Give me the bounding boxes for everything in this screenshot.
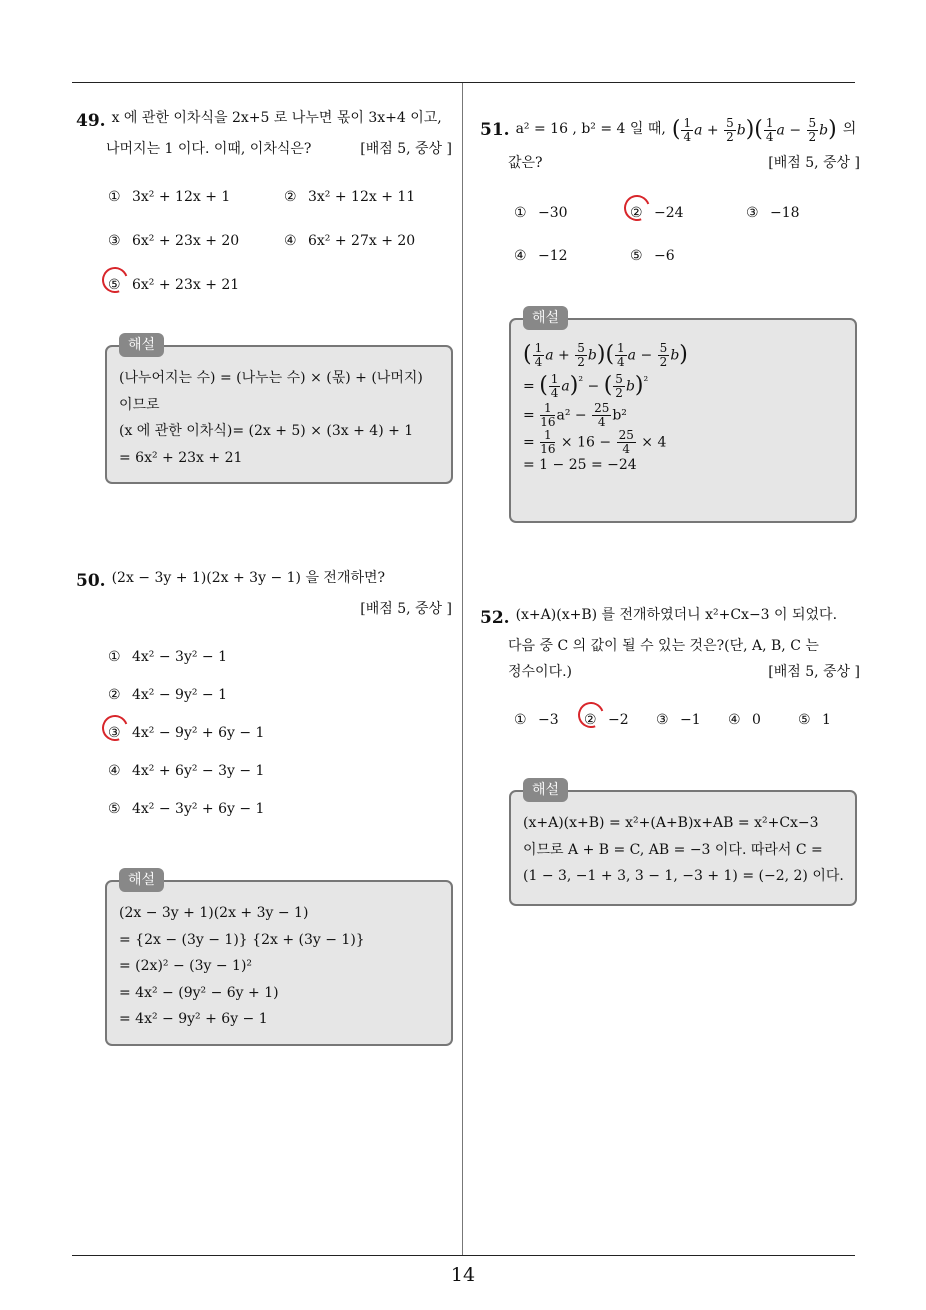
solution-line: (x 에 관한 이차식)= (2x + 5) × (3x + 4) + 1: [119, 423, 414, 440]
question-text: a² = 16 , b² = 4 일 때,: [515, 121, 666, 138]
choice-text: 1: [822, 712, 831, 729]
choice-marker: ③: [108, 233, 121, 250]
question-meta: [배점 5, 중상 ]: [768, 154, 860, 171]
solution-box-52: [509, 782, 857, 906]
answer-circle-mark: ②: [584, 708, 608, 734]
choice-marker: ④: [514, 248, 527, 265]
choice-text: 3x² + 12x + 1: [132, 189, 231, 206]
choice-text: −6: [654, 248, 675, 265]
question-52: [480, 603, 860, 748]
solution-line: = $\frac{1}{16}$ a² − $\frac{25}{4}$ b²: [523, 400, 627, 429]
question-51: [480, 110, 860, 284]
question-text: 다음 중 C 의 값이 될 수 있는 것은?(단, A, B, C 는: [508, 638, 819, 655]
choice-text: 3x² + 12x + 11: [308, 189, 416, 206]
solution-box-50: [105, 872, 453, 1046]
choice-1[interactable]: [514, 201, 630, 227]
choice-2[interactable]: [630, 201, 746, 227]
question-text: 값은?: [508, 154, 543, 171]
choice-5[interactable]: [108, 273, 239, 299]
solution-line: = 4x² − (9y² − 6y + 1): [119, 984, 279, 1001]
choice-text: 0: [752, 712, 761, 729]
choice-text: −12: [538, 248, 568, 265]
answer-circle-mark: ⑤: [108, 273, 132, 299]
solution-box-49: [105, 337, 453, 484]
choice-text: −3: [538, 712, 559, 729]
choice-marker: ①: [108, 189, 121, 206]
choice-marker: ①: [108, 649, 121, 666]
choice-marker: ④: [728, 712, 741, 729]
solution-tab: 해설: [523, 778, 568, 802]
choice-text: −24: [654, 204, 684, 221]
solution-line: (1 − 3, −1 + 3, 3 − 1, −3 + 1) = (−2, 2) 이다.: [523, 868, 844, 885]
choice-marker: ②: [284, 189, 297, 206]
choice-5[interactable]: [630, 244, 675, 270]
question-number: 50.: [76, 571, 106, 591]
question-text: (x+A)(x+B) 를 전개하였더니 x²+Cx−3 이 되었다.: [515, 607, 838, 623]
choice-text: 6x² + 23x + 20: [132, 233, 240, 250]
choice-1[interactable]: [108, 185, 284, 211]
choice-3[interactable]: [108, 229, 284, 255]
solution-line: = {2x − (3y − 1)} {2x + (3y − 1)}: [119, 931, 365, 948]
choice-text: 4x² − 9y² − 1: [132, 687, 228, 704]
choice-1[interactable]: [108, 645, 227, 671]
question-number: 51.: [480, 119, 510, 140]
choice-marker: ⑤: [108, 800, 121, 817]
page-number: 14: [450, 1264, 476, 1286]
top-rule: [72, 82, 855, 83]
choice-4[interactable]: [514, 244, 630, 270]
choice-4[interactable]: [728, 708, 798, 734]
question-meta: [배점 5, 중상 ]: [768, 664, 860, 681]
choice-text: 6x² + 27x + 20: [308, 233, 416, 250]
choice-3[interactable]: [746, 201, 800, 227]
answer-circle-mark: ②: [630, 201, 654, 227]
solution-line: = $\frac{1}{16}$ × 16 − $\frac{25}{4}$ × 4: [523, 427, 667, 457]
solution-line: 이므로: [119, 396, 160, 413]
question-text: (2x − 3y + 1)(2x + 3y − 1) 을 전개하면?: [111, 570, 386, 586]
choice-marker: ⑤: [630, 248, 643, 265]
choice-marker: ④: [284, 233, 297, 250]
question-text: x 에 관한 이차식을 2x+5 로 나누면 몫이 3x+4 이고,: [111, 110, 442, 126]
question-50: [76, 566, 452, 835]
solution-tab: 해설: [523, 306, 568, 330]
answer-circle-mark: ③: [108, 721, 132, 747]
choice-marker: ②: [108, 687, 121, 704]
question-text: 의: [842, 121, 857, 138]
choice-marker: ①: [514, 204, 527, 221]
solution-box-51: [509, 310, 857, 523]
choice-4[interactable]: [108, 759, 264, 785]
choice-text: 4x² − 3y² − 1: [132, 649, 228, 666]
choice-2[interactable]: [284, 185, 415, 211]
choice-marker: ③: [656, 712, 669, 729]
choice-text: −2: [608, 712, 629, 729]
question-49: [76, 106, 452, 313]
choice-4[interactable]: [284, 229, 415, 255]
solution-line: = 1 − 25 = −24: [523, 457, 637, 474]
question-text: 나머지는 1 이다. 이때, 이차식은?: [106, 141, 312, 158]
choice-text: 4x² − 9y² + 6y − 1: [132, 725, 265, 742]
choice-marker: ⑤: [798, 712, 811, 729]
solution-line: 이므로 A + B = C, AB = −3 이다. 따라서 C =: [523, 841, 823, 858]
solution-line: = ( $\frac{1}{4}$ a)$^{^2}$ − ( $\frac{5}{2}$ b)$^{^2}$: [523, 371, 649, 400]
solution-line: ( $\frac{1}{4}$ a + $\frac{5}{2}$ b)( $\frac{1}{4}$ a − $\frac{5}{2}$ b): [523, 340, 688, 369]
question-number: 49.: [76, 111, 106, 131]
choice-marker: ①: [514, 712, 527, 729]
solution-line: = 4x² − 9y² + 6y − 1: [119, 1011, 268, 1028]
choice-text: −18: [770, 204, 800, 221]
choice-2[interactable]: [108, 683, 227, 709]
choice-1[interactable]: [514, 708, 584, 734]
choice-text: −30: [538, 204, 568, 221]
choice-2[interactable]: [584, 708, 656, 734]
solution-tab: 해설: [119, 333, 164, 357]
question-meta: [배점 5, 중상 ]: [360, 141, 452, 158]
question-number: 52.: [480, 608, 510, 628]
solution-line: (x+A)(x+B) = x²+(A+B)x+AB = x²+Cx−3: [523, 815, 819, 831]
choice-text: 4x² + 6y² − 3y − 1: [132, 763, 265, 779]
choice-text: 4x² − 3y² + 6y − 1: [132, 800, 265, 817]
choice-3[interactable]: [656, 708, 728, 734]
solution-line: (나누어지는 수) = (나누는 수) × (몫) + (나머지): [119, 370, 423, 386]
column-divider: [462, 83, 463, 1255]
solution-tab: 해설: [119, 868, 164, 892]
solution-line: (2x − 3y + 1)(2x + 3y − 1): [119, 905, 309, 921]
solution-line: = (2x)² − (3y − 1)²: [119, 958, 253, 975]
choice-3[interactable]: [108, 721, 264, 747]
choice-5[interactable]: [108, 797, 264, 823]
solution-line: = 6x² + 23x + 21: [119, 449, 243, 466]
question-text: 정수이다.): [508, 664, 573, 681]
choice-text: 6x² + 23x + 21: [132, 277, 240, 294]
question-meta: [배점 5, 중상 ]: [360, 601, 452, 618]
choice-5[interactable]: [798, 708, 831, 734]
bottom-rule: [72, 1255, 855, 1256]
choice-text: −1: [680, 712, 701, 729]
choice-marker: ③: [746, 204, 759, 221]
choice-marker: ④: [108, 763, 121, 779]
question-expression: ( $\frac{1}{4}$ a + $\frac{5}{2}$ b)( $\frac{1}{4}$ a − $\frac{5}{2}$ b): [671, 115, 837, 144]
